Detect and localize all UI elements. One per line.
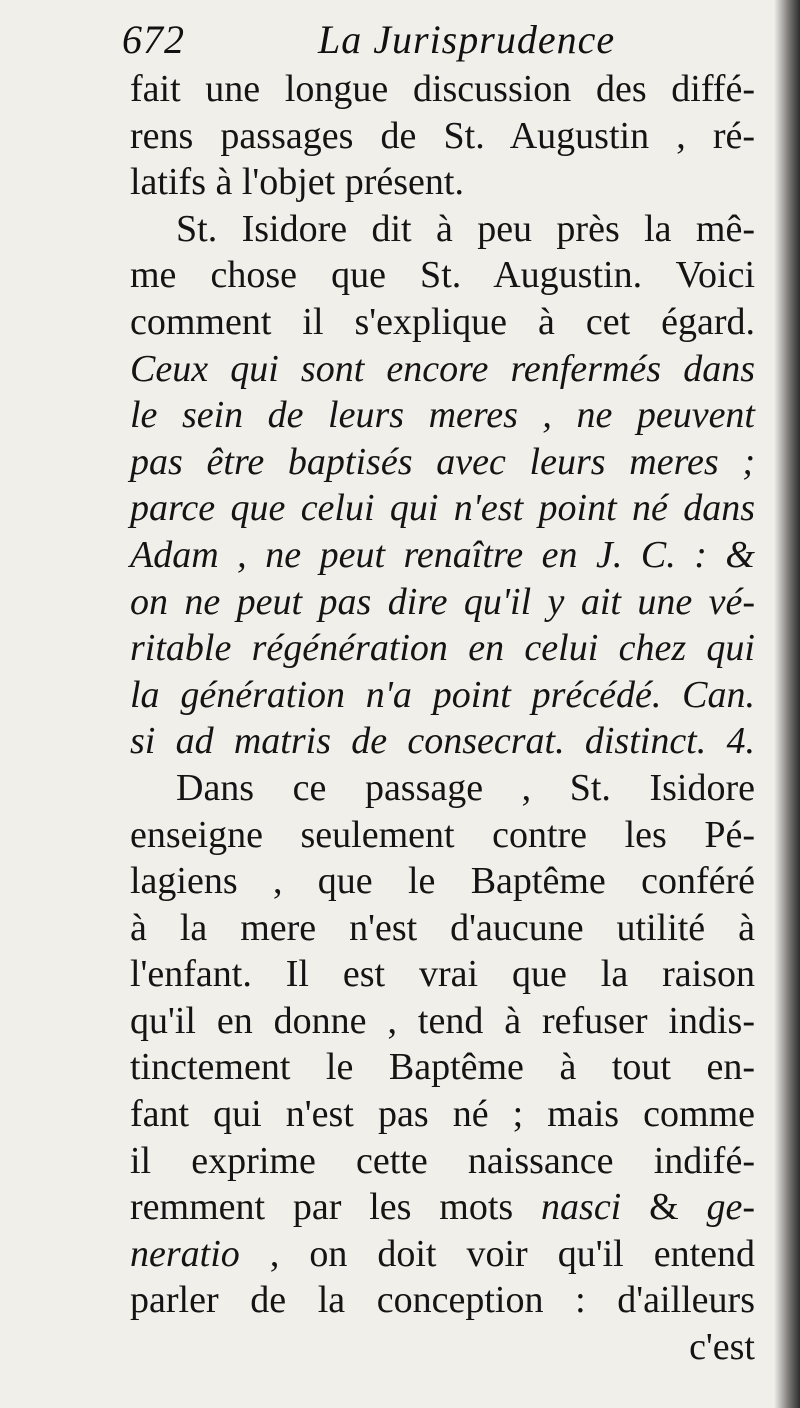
text-line: enseigne seulement contre les Pé- <box>130 813 755 856</box>
italic-word: ge- <box>706 1186 756 1229</box>
text-line: comment il s'explique à cet égard. <box>130 300 755 343</box>
body-text <box>130 66 755 1371</box>
text-line: fait une longue discussion des diffé- <box>130 68 755 110</box>
text-line: tinctement le Baptême à tout en- <box>130 1046 755 1089</box>
text-run: , on doit voir qu'il entend <box>269 1232 755 1275</box>
quotation-line: Ceux qui sont encore renfermés dans <box>130 347 755 390</box>
text-line: qu'il en donne , tend à refuser indis- <box>130 999 755 1042</box>
text-line-mixed <box>130 1231 755 1278</box>
text-line: fant qui n'est pas né ; mais comme <box>130 1093 755 1136</box>
text-line: me chose que St. Augustin. Voici <box>130 254 755 297</box>
text-line: à la mere n'est d'aucune utilité à <box>130 906 755 949</box>
catchword: c'est <box>689 1326 755 1369</box>
quotation-line: Adam , ne peut renaître en J. C. : & <box>130 533 755 576</box>
page-number: 672 <box>122 17 185 62</box>
text-line: lagiens , que le Baptême conféré <box>130 860 755 903</box>
text-line: Dans ce passage , St. Isidore <box>176 766 755 809</box>
page-edge-shadow <box>774 0 800 1408</box>
text-line: l'enfant. Il est vrai que la raison <box>130 953 755 996</box>
text-line: rens passages de St. Augustin , ré- <box>130 114 755 157</box>
quotation-line: le sein de leurs meres , ne peuvent <box>130 394 755 437</box>
italic-word: nasci <box>541 1186 622 1229</box>
text-line: il exprime cette naissance indifé- <box>130 1139 755 1182</box>
page-header <box>122 16 642 66</box>
ampersand: & <box>649 1186 679 1229</box>
text-line: parler de la conception : d'ailleurs <box>130 1279 755 1322</box>
citation-line: si ad matris de consecrat. distinct. 4. <box>130 720 755 763</box>
italic-word: neratio <box>130 1232 240 1275</box>
quotation-line: la génération n'a point précédé. Can. <box>130 673 755 716</box>
quotation-line: on ne peut pas dire qu'il y ait une vé- <box>130 580 755 623</box>
text-line: St. Isidore dit à peu près la mê- <box>176 207 755 250</box>
running-title: La Jurisprudence <box>318 17 616 62</box>
quotation-line: parce que celui qui n'est point né dans <box>130 487 755 530</box>
text-line-mixed <box>130 1184 755 1231</box>
quotation-line: ritable régénération en celui chez qui <box>130 627 755 670</box>
text-line: latifs à l'objet présent. <box>130 161 464 204</box>
quotation-line: pas être baptisés avec leurs meres ; <box>130 440 755 483</box>
text-run: remment par les mots <box>130 1186 514 1229</box>
